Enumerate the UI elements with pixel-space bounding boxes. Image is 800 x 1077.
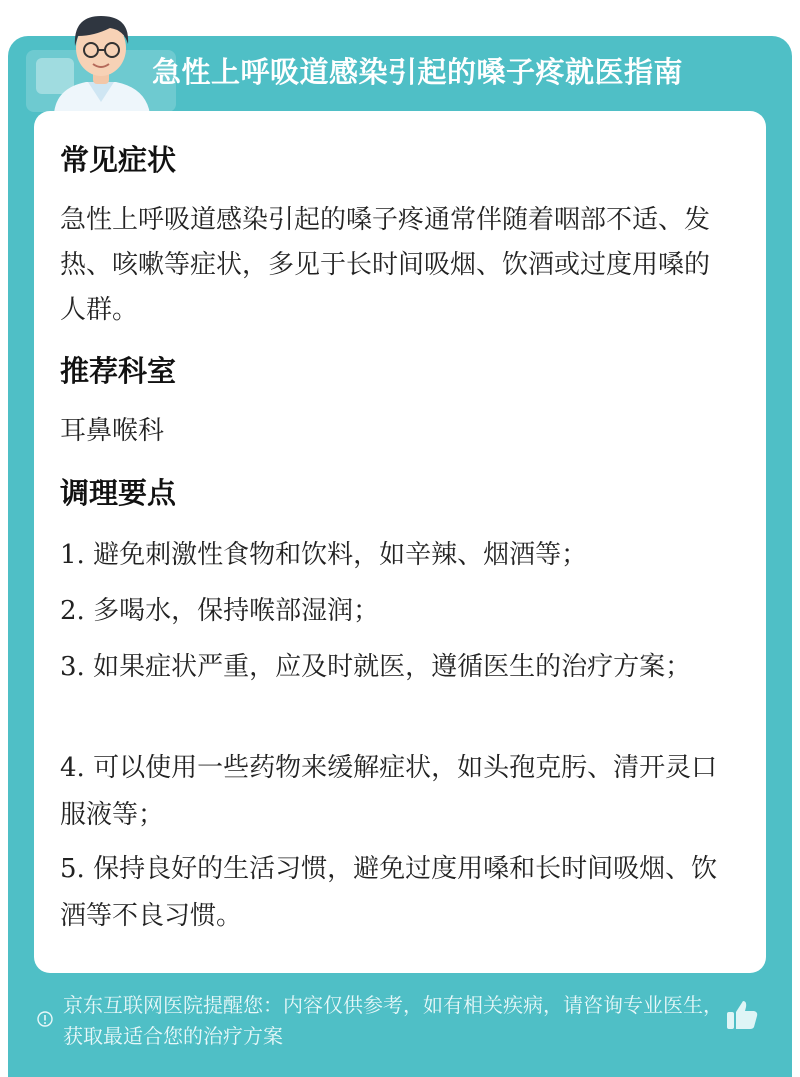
section-title-symptoms: 常见症状 xyxy=(60,143,177,177)
list-item: 1. 避免刺激性食物和饮料，如辛辣、烟酒等； xyxy=(60,540,588,570)
footer-notice: 京东互联网医院提醒您：内容仅供参考，如有相关疾病，请咨询专业医生，获取最适合您的治疗方案 xyxy=(63,993,723,1048)
list-item: 3. 如果症状严重，应及时就医，遵循医生的治疗方案； xyxy=(60,652,692,682)
list-item: 4. 可以使用一些药物来缓解症状，如头孢克肟、清开灵口服液等； xyxy=(60,753,718,830)
list-item: 5. 保持良好的生活习惯，避免过度用嗓和长时间吸烟、饮酒等不良习惯。 xyxy=(60,854,718,931)
list-item: 2. 多喝水，保持喉部湿润； xyxy=(60,596,380,626)
info-icon xyxy=(37,1011,53,1027)
thumbs-up-icon[interactable] xyxy=(724,997,760,1033)
department-text: 耳鼻喉科 xyxy=(60,416,165,446)
section-title-care: 调理要点 xyxy=(60,476,177,510)
section-title-department: 推荐科室 xyxy=(60,354,177,388)
symptoms-text: 急性上呼吸道感染引起的嗓子疼通常伴随着咽部不适、发热、咳嗽等症状，多见于长时间吸烟、饮酒或过度用嗓的人群。 xyxy=(60,205,711,325)
page-title: 急性上呼吸道感染引起的嗓子疼就医指南 xyxy=(152,55,684,89)
doctor-avatar xyxy=(46,6,156,114)
